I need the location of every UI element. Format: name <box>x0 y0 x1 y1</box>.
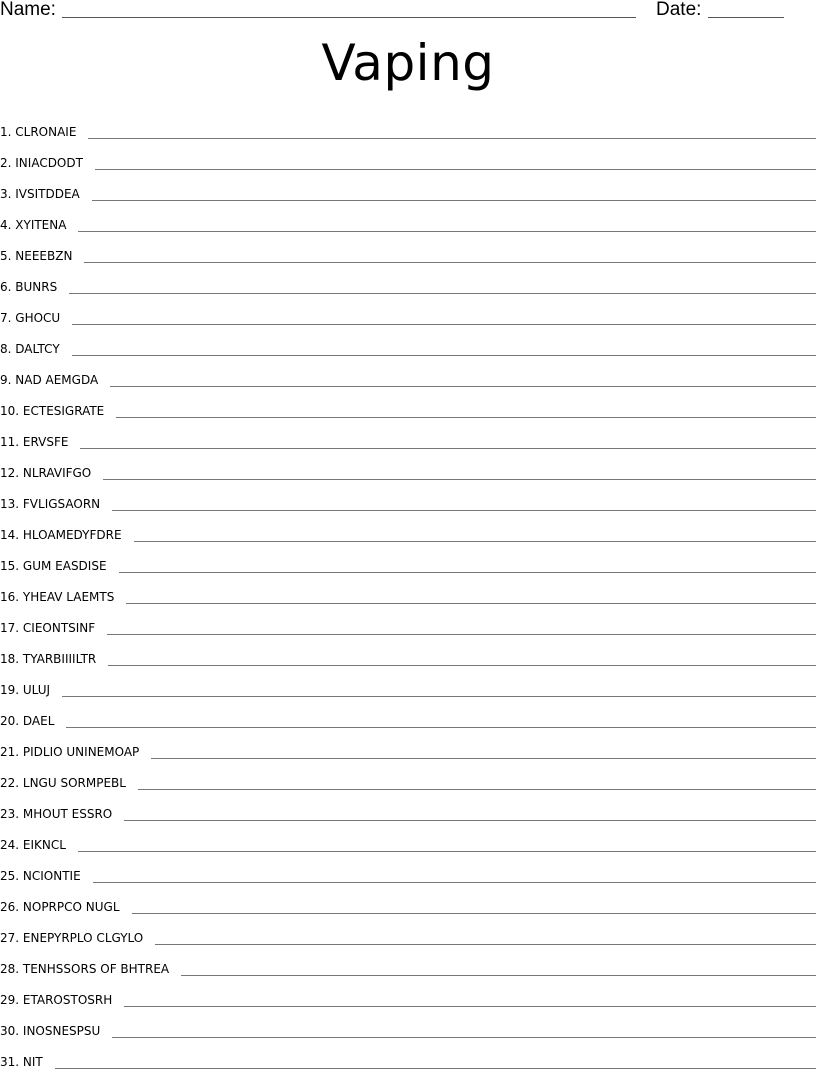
question-row <box>0 979 816 1010</box>
question-row <box>0 142 816 173</box>
answer-line[interactable] <box>112 509 816 511</box>
answer-line[interactable] <box>108 664 816 666</box>
scrambled-word: 21. PIDLIO UNINEMOAP <box>0 745 140 759</box>
question-row <box>0 266 816 297</box>
question-row <box>0 948 816 979</box>
question-row <box>0 638 816 669</box>
question-row <box>0 111 816 142</box>
scrambled-word: 20. DAEL <box>0 714 55 728</box>
answer-line[interactable] <box>92 199 816 201</box>
question-row <box>0 669 816 700</box>
question-row <box>0 328 816 359</box>
question-row <box>0 855 816 886</box>
scrambled-word: 12. NLRAVIFGO <box>0 466 92 480</box>
question-row <box>0 1041 816 1072</box>
answer-line[interactable] <box>69 292 816 294</box>
scrambled-word: 31. NIT <box>0 1055 43 1069</box>
date-field[interactable] <box>708 17 784 18</box>
scrambled-word: 4. XYITENA <box>0 218 67 232</box>
scrambled-word: 17. CIEONTSINF <box>0 621 96 635</box>
question-row <box>0 731 816 762</box>
answer-line[interactable] <box>107 633 816 635</box>
question-row <box>0 204 816 235</box>
answer-line[interactable] <box>112 1036 816 1038</box>
answer-line[interactable] <box>132 912 816 914</box>
worksheet-header <box>0 0 816 24</box>
scrambled-word: 11. ERVSFE <box>0 435 69 449</box>
scrambled-word: 30. INOSNESPSU <box>0 1024 101 1038</box>
page-title: Vaping <box>321 34 495 92</box>
question-row <box>0 545 816 576</box>
answer-line[interactable] <box>72 354 816 356</box>
answer-line[interactable] <box>78 850 816 852</box>
answer-line[interactable] <box>110 385 816 387</box>
answer-line[interactable] <box>78 230 816 232</box>
question-row <box>0 483 816 514</box>
scrambled-word: 24. EIKNCL <box>0 838 66 852</box>
answer-line[interactable] <box>93 881 816 883</box>
scrambled-word: 19. ULUJ <box>0 683 51 697</box>
scrambled-word: 16. YHEAV LAEMTS <box>0 590 115 604</box>
answer-line[interactable] <box>72 323 816 325</box>
question-row <box>0 576 816 607</box>
question-row <box>0 607 816 638</box>
answer-line[interactable] <box>181 974 816 976</box>
scrambled-word: 13. FVLIGSAORN <box>0 497 101 511</box>
answer-line[interactable] <box>95 168 816 170</box>
scrambled-word: 7. GHOCU <box>0 311 61 325</box>
scrambled-word: 26. NOPRPCO NUGL <box>0 900 120 914</box>
scrambled-word: 25. NCIONTIE <box>0 869 81 883</box>
scrambled-word: 28. TENHSSORS OF BHTREA <box>0 962 170 976</box>
scrambled-word: 14. HLOAMEDYFDRE <box>0 528 122 542</box>
question-row <box>0 390 816 421</box>
answer-line[interactable] <box>103 478 816 480</box>
question-row <box>0 514 816 545</box>
question-row <box>0 1010 816 1041</box>
answer-line[interactable] <box>124 819 816 821</box>
answer-line[interactable] <box>84 261 816 263</box>
answer-line[interactable] <box>124 1005 816 1007</box>
scrambled-word: 22. LNGU SORMPEBL <box>0 776 126 790</box>
scrambled-word: 10. ECTESIGRATE <box>0 404 105 418</box>
answer-line[interactable] <box>66 726 816 728</box>
answer-line[interactable] <box>88 137 816 139</box>
scrambled-word: 27. ENEPYRPLO CLGYLO <box>0 931 144 945</box>
scrambled-word: 23. MHOUT ESSRO <box>0 807 113 821</box>
answer-line[interactable] <box>116 416 816 418</box>
answer-line[interactable] <box>62 695 816 697</box>
question-row <box>0 762 816 793</box>
scrambled-word: 3. IVSITDDEA <box>0 187 80 201</box>
date-label: Date: <box>656 0 702 20</box>
question-row <box>0 886 816 917</box>
question-row <box>0 452 816 483</box>
answer-line[interactable] <box>119 571 816 573</box>
scrambled-word: 2. INIACDODT <box>0 156 83 170</box>
scrambled-word: 8. DALTCY <box>0 342 60 356</box>
answer-line[interactable] <box>80 447 816 449</box>
answer-line[interactable] <box>134 540 816 542</box>
name-label: Name: <box>0 0 56 20</box>
question-row <box>0 421 816 452</box>
answer-line[interactable] <box>55 1067 816 1069</box>
scrambled-word: 9. NAD AEMGDA <box>0 373 99 387</box>
scrambled-word: 1. CLRONAIE <box>0 125 77 139</box>
scrambled-word: 29. ETAROSTOSRH <box>0 993 113 1007</box>
scrambled-word: 18. TYARBIIIILTR <box>0 652 97 666</box>
scrambled-word: 15. GUM EASDISE <box>0 559 107 573</box>
name-field[interactable] <box>62 17 636 18</box>
question-row <box>0 173 816 204</box>
question-list <box>0 111 816 1072</box>
question-row <box>0 235 816 266</box>
question-row <box>0 793 816 824</box>
scrambled-word: 5. NEEEBZN <box>0 249 73 263</box>
question-row <box>0 917 816 948</box>
question-row <box>0 700 816 731</box>
scrambled-word: 6. BUNRS <box>0 280 58 294</box>
answer-line[interactable] <box>126 602 816 604</box>
answer-line[interactable] <box>155 943 816 945</box>
answer-line[interactable] <box>138 788 816 790</box>
question-row <box>0 824 816 855</box>
answer-line[interactable] <box>151 757 816 759</box>
question-row <box>0 359 816 390</box>
question-row <box>0 297 816 328</box>
